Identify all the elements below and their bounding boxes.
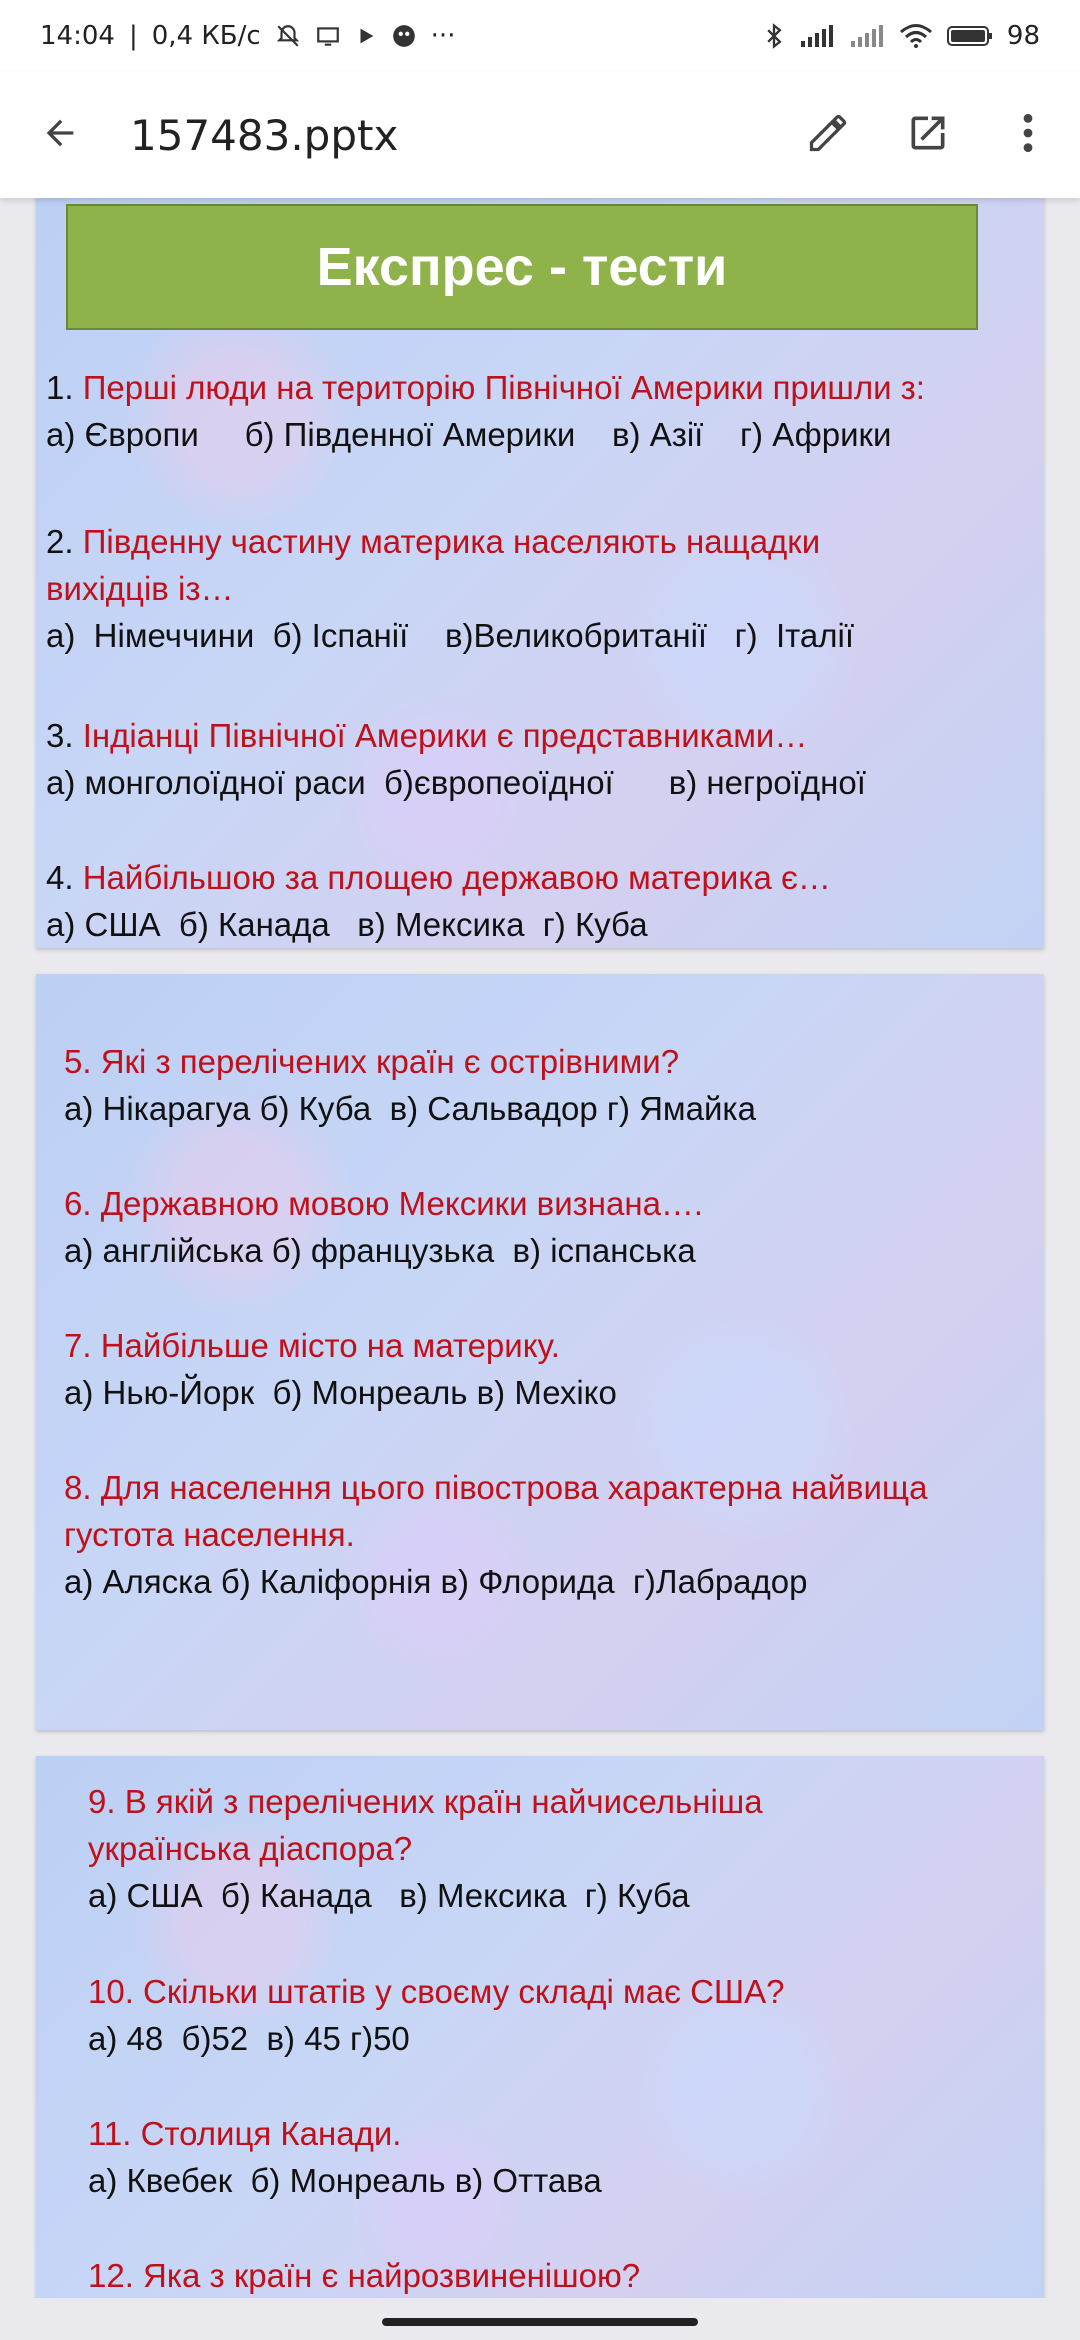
screen-icon [315, 23, 341, 49]
file-title: 157483.pptx [130, 110, 399, 160]
question-1-number: 1. [46, 369, 74, 406]
question-2-answers: а) Німеччини б) Іспанії в)Великобританії г) Італії [46, 617, 854, 654]
question-2-number: 2. [46, 523, 74, 560]
app-badge-icon [391, 23, 417, 49]
status-divider: | [128, 21, 138, 51]
question-3-number: 3. [46, 717, 74, 754]
question-1 [46, 364, 1036, 458]
status-time: 14:04 [40, 21, 115, 51]
more-notifications-icon: ··· [430, 21, 456, 51]
question-6-answers: а) англійська б) французька в) іспанська [64, 1232, 696, 1269]
banner-title: Експрес - тести [316, 237, 728, 297]
slide-1[interactable] [36, 198, 1044, 948]
question-9 [88, 1778, 1028, 1919]
title-banner [66, 204, 978, 330]
question-2-text: Південну частину материка населяють нащадки [73, 523, 821, 560]
app-bar [0, 72, 1080, 198]
signal-secondary-icon [849, 23, 885, 49]
status-right [763, 21, 1040, 51]
slide-2[interactable] [36, 974, 1044, 1730]
status-bar [0, 0, 1080, 72]
question-4-answers: а) США б) Канада в) Мексика г) Куба [46, 906, 648, 943]
question-5-text: 5. Які з перелічених країн є острівними? [64, 1043, 680, 1080]
question-12-text: 12. Яка з країн є найрозвиненішою? [88, 2257, 641, 2294]
slide-3[interactable] [36, 1756, 1044, 2298]
question-3-text: Індіанці Північної Америки є представниками… [73, 717, 808, 754]
slides-viewer[interactable] [0, 198, 1080, 2298]
question-2 [46, 518, 1036, 659]
question-11-answers: а) Квебек б) Монреаль в) Оттава [88, 2162, 602, 2199]
battery-icon [947, 24, 993, 48]
question-8-text-line2: густота населення. [64, 1516, 355, 1553]
question-8-answers: а) Аляска б) Каліфорнія в) Флорида г)Лабрадор [64, 1563, 808, 1600]
home-indicator[interactable] [382, 2318, 698, 2326]
arrow-back-icon [40, 113, 80, 158]
question-7-text: 7. Найбільше місто на материку. [64, 1327, 560, 1364]
question-10 [88, 1968, 1028, 2062]
open-external-icon [906, 111, 950, 160]
question-10-answers: а) 48 б)52 в) 45 г)50 [88, 2020, 410, 2057]
more-options-button[interactable] [996, 103, 1060, 167]
question-9-answers: а) США б) Канада в) Мексика г) Куба [88, 1877, 690, 1914]
question-2-text-line2: вихідців із… [46, 570, 234, 607]
question-1-text: Перші люди на територію Північної Америки пришли з: [73, 369, 925, 406]
status-left [40, 21, 455, 51]
play-icon [355, 25, 377, 47]
app-actions [796, 103, 1060, 167]
wifi-icon [899, 23, 933, 49]
question-9-text-line2: українська діаспора? [88, 1830, 413, 1867]
question-6 [64, 1180, 1024, 1274]
question-7-answers: а) Нью-Йорк б) Монреаль в) Мехіко [64, 1374, 617, 1411]
pencil-icon [806, 111, 850, 160]
bluetooth-icon [763, 22, 785, 50]
more-vert-icon [1020, 111, 1036, 160]
battery-percent: 98 [1006, 21, 1040, 51]
edit-button[interactable] [796, 103, 860, 167]
question-4 [46, 854, 1036, 948]
question-5 [64, 1038, 1024, 1132]
question-1-answers: а) Європи б) Південної Америки в) Азії г) Африки [46, 416, 892, 453]
question-5-answers: а) Нікарагуа б) Куба в) Сальвадор г) Ямайка [64, 1090, 756, 1127]
question-7 [64, 1322, 1024, 1416]
question-4-number: 4. [46, 859, 74, 896]
question-11-text: 11. Столиця Канади. [88, 2115, 402, 2152]
signal-icon [799, 23, 835, 49]
question-3-answers: а) монголоїдної раси б)європеоїдної в) негроїдної [46, 764, 866, 801]
question-9-text: 9. В якій з перелічених країн найчисельніша [88, 1783, 763, 1820]
question-4-text: Найбільшою за площею державою материка є… [73, 859, 831, 896]
question-10-text: 10. Скільки штатів у своєму складі має США? [88, 1973, 785, 2010]
question-11 [88, 2110, 1028, 2204]
question-12 [88, 2252, 1028, 2298]
question-8-text: 8. Для населення цього півострова характерна найвища [64, 1469, 928, 1506]
question-8 [64, 1464, 1034, 1605]
question-3 [46, 712, 1036, 806]
back-button[interactable] [30, 105, 90, 165]
question-6-text: 6. Державною мовою Мексики визнана…. [64, 1185, 704, 1222]
mute-bell-icon [275, 23, 301, 49]
open-external-button[interactable] [896, 103, 960, 167]
status-network-speed: 0,4 КБ/с [151, 21, 261, 51]
